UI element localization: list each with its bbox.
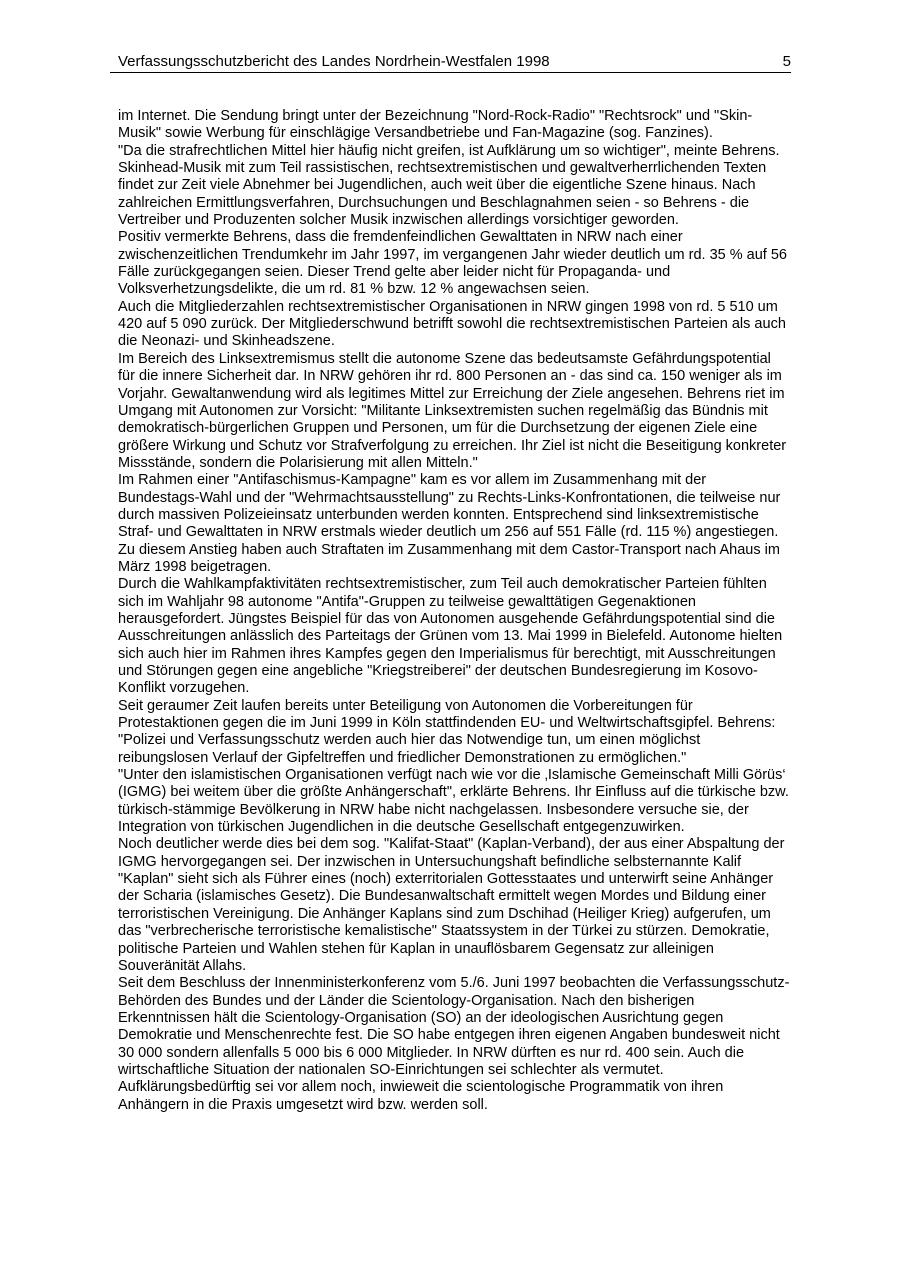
paragraph: Im Rahmen einer "Antifaschismus-Kampagne" kam es vor allem im Zusammenhang mit der Bundestags-Wahl und der "Wehrmachtsausstellung" zu Rechts-Links-Konfrontationen, die teilweise nur durch massiven Polizeieinsatz unterbunden werden konnten. Entsprechend sind linksextremistische Straf- und Gewalttaten in NRW erstmals wieder deutlich um 256 auf 551 Fälle (rd. 115 %) angestiegen. Zu diesem Anstieg haben auch Straftaten im Zusammenhang mit dem Castor-Transport nach Ahaus im März 1998 beigetragen. <box>118 472 781 575</box>
body-text <box>118 108 790 1114</box>
paragraph: im Internet. Die Sendung bringt unter der Bezeichnung "Nord-Rock-Radio" "Rechtsrock" und "Skin-Musik" sowie Werbung für einschlägige Versandbetriebe und Fan-Magazine (sog. Fanzines). <box>118 108 753 142</box>
paragraph: Noch deutlicher werde dies bei dem sog. "Kalifat-Staat" (Kaplan-Verband), der aus einer Abspaltung der IGMG hervorgegangen sei. Der inzwischen in Untersuchungshaft befindliche selbsternannte Kalif "Kaplan" sieht sich als Führer eines (noch) exterritorialen Gottesstaates und unterwirft seine Anhänger der Scharia (islamisches Gesetz). Die Bundesanwaltschaft ermittelt wegen Mordes und Bildung einer terroristischen Vereinigung. Die Anhänger Kaplans sind zum Dschihad (Heiliger Krieg) aufgerufen, um das "verbrecherische terroristische kemalistische" Staatssystem in der Türkei zu stürzen. Demokratie, politische Parteien und Wahlen stehen für Kaplan in unauflösbarem Gegensatz zur alleinigen Souveränität Allahs. <box>118 836 785 974</box>
paragraph: Durch die Wahlkampfaktivitäten rechtsextremistischer, zum Teil auch demokratischer Parteien fühlten sich im Wahljahr 98 autonome "Antifa"-Gruppen zu teilweise gewalttätigen Gegenaktionen herausgefordert. Jüngstes Beispiel für das von Autonomen ausgehende Gefährdungspotential sind die Ausschreitungen anlässlich des Parteitags der Grünen vom 13. Mai 1999 in Bielefeld. Autonome hielten sich auch hier im Rahmen ihres Kampfes gegen den Imperialismus für berechtigt, mit Ausschreitungen und Störungen gegen eine angebliche "Kriegstreiberei" der deutschen Bundesregierung im Kosovo-Konflikt vorzugehen. <box>118 576 783 697</box>
paragraph: Seit geraumer Zeit laufen bereits unter Beteiligung von Autonomen die Vorbereitungen für Protestaktionen gegen die im Juni 1999 in Köln stattfindenden EU- und Weltwirtschaftsgipfel. Behrens: "Polizei und Verfassungsschutz werden auch hier das Notwendige tun, um einen möglichst reibungslosen Verlauf der Gipfeltreffen und friedlicher Demonstrationen zu ermöglichen." <box>118 697 776 766</box>
page-number: 5 <box>782 53 791 70</box>
paragraph: Im Bereich des Linksextremismus stellt die autonome Szene das bedeutsamste Gefährdungspotential für die innere Sicherheit dar. In NRW gehören ihr rd. 800 Personen an - das sind ca. 150 weniger als im Vorjahr. Gewaltanwendung wird als legitimes Mittel zur Erreichung der Ziele angesehen. Behrens riet im Umgang mit Autonomen zur Vorsicht: "Militante Linksextremisten suchen regelmäßig das Bündnis mit demokratisch-bürgerlichen Gruppen und Personen, um für die Durchsetzung der eigenen Ziele eine größere Wirkung und Schutz vor Strafverfolgung zu erreichen. Ihr Ziel ist nicht die Beseitigung konkreter Missstände, sondern die Polarisierung mit allen Mitteln." <box>118 350 787 471</box>
page-header <box>110 52 791 73</box>
paragraph: "Unter den islamistischen Organisationen verfügt nach wie vor die ‚Islamische Gemeinschaft Milli Görüs‘ (IGMG) bei weitem über die größte Anhängerschaft", erklärte Behrens. Ihr Einfluss auf die türkische bzw. türkisch-stämmige Bevölkerung in NRW habe nicht nachgelassen. Insbesondere versuche sie, der Integration von türkischen Jugendlichen in die deutsche Gesellschaft entgegenzuwirken. <box>118 767 789 836</box>
paragraph: Positiv vermerkte Behrens, dass die fremdenfeindlichen Gewalttaten in NRW nach einer zwischenzeitlichen Trendumkehr im Jahr 1997, im vergangenen Jahr wieder deutlich um rd. 35 % auf 56 Fälle zurückgegangen seien. Dieser Trend gelte aber leider nicht für Propaganda- und Volksverhetzungsdelikte, die um rd. 81 % bzw. 12 % angewachsen seien. <box>118 229 787 298</box>
paragraph: Seit dem Beschluss der Innenministerkonferenz vom 5./6. Juni 1997 beobachten die Verfassungsschutz-Behörden des Bundes und der Länder die Scientology-Organisation. Nach den bisherigen Erkenntnissen hält die Scientology-Organisation (SO) an der ideologischen Ausrichtung gegen Demokratie und Menschenrechte fest. Die SO habe entgegen ihren eigenen Angaben bundesweit nicht 30 000 sondern allenfalls 5 000 bis 6 000 Mitglieder. In NRW dürften es nur rd. 400 sein. Auch die wirtschaftliche Situation der nationalen SO-Einrichtungen sei schlechter als vermutet. Aufklärungsbedürftig sei vor allem noch, inwieweit die scientologische Programmatik von ihren Anhängern in die Praxis umgesetzt wird bzw. werden soll. <box>118 975 790 1113</box>
paragraph: "Da die strafrechtlichen Mittel hier häufig nicht greifen, ist Aufklärung um so wichtiger", meinte Behrens. <box>118 142 780 159</box>
paragraph: Auch die Mitgliederzahlen rechtsextremistischer Organisationen in NRW gingen 1998 von rd. 5 510 um 420 auf 5 090 zurück. Der Mitgliederschwund betrifft sowohl die rechtsextremistischen Parteien als auch die Neonazi- und Skinheadszene. <box>118 298 786 350</box>
header-title: Verfassungsschutzbericht des Landes Nordrhein-Westfalen 1998 <box>118 53 550 70</box>
paragraph: Skinhead-Musik mit zum Teil rassistischen, rechtsextremistischen und gewaltverherrlichenden Texten findet zur Zeit viele Abnehmer bei Jugendlichen, auch weit über die eigentliche Szene hinaus. Nach zahlreichen Ermittlungsverfahren, Durchsuchungen und Beschlagnahmen seien - so Behrens - die Vertreiber und Produzenten solcher Musik inzwischen allerdings vorsichtiger geworden. <box>118 160 767 229</box>
